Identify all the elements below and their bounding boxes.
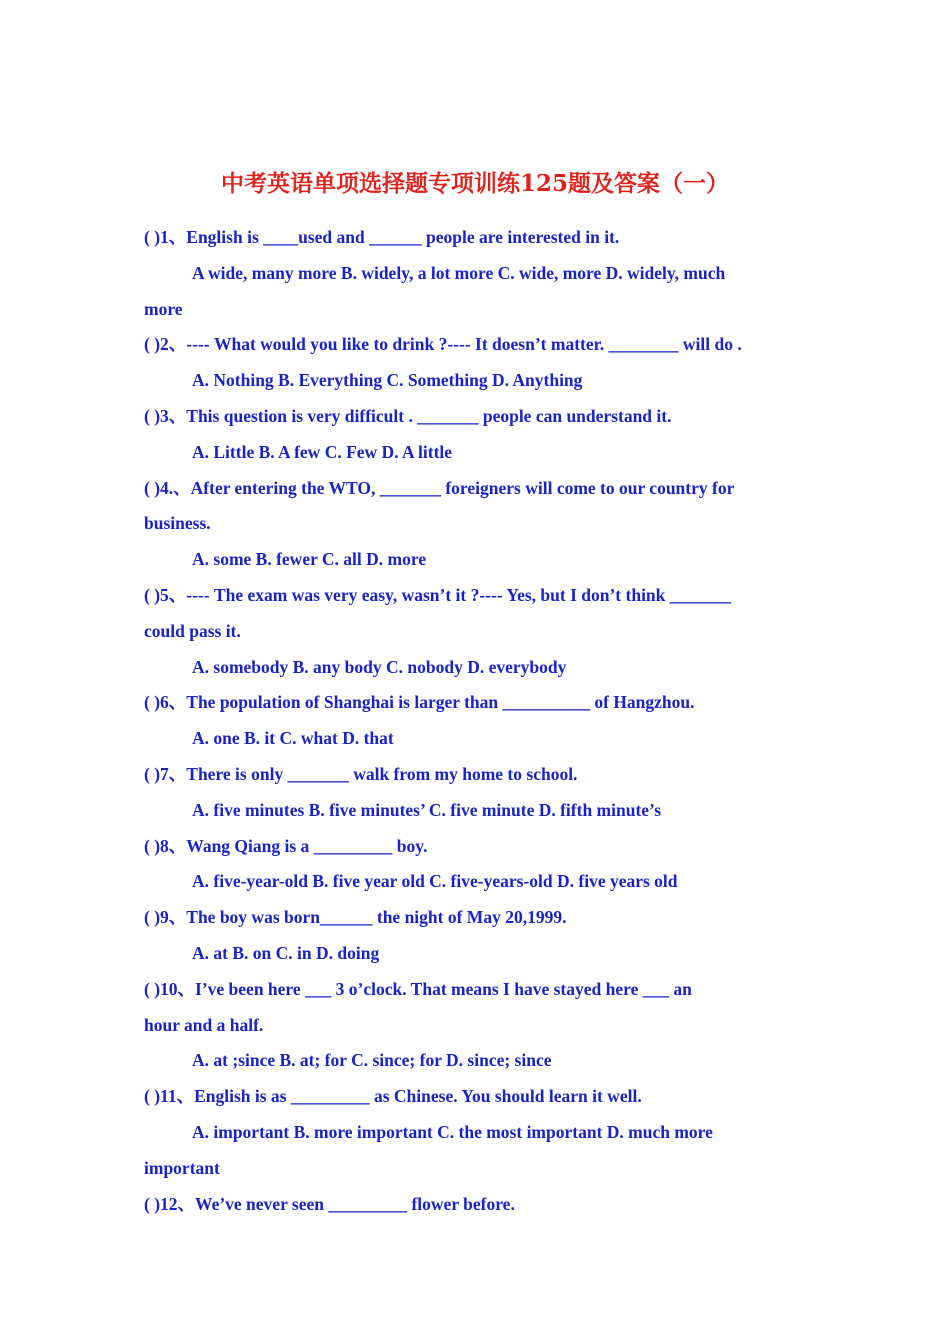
question-4-options: A. some B. fewer C. all D. more <box>192 549 427 570</box>
question-5-continued: could pass it. <box>144 620 241 641</box>
question-6-options: A. one B. it C. what D. that <box>192 728 394 749</box>
question-6: ( )6、The population of Shanghai is larger than __________ of Hangzhou. <box>144 692 695 713</box>
question-5-options: A. somebody B. any body C. nobody D. everybody <box>192 656 567 677</box>
question-4: ( )4.、After entering the WTO, _______ foreigners will come to our country for <box>144 477 735 498</box>
question-11: ( )11、English is as _________ as Chinese. You should learn it well. <box>144 1086 642 1107</box>
question-12: ( )12、We’ve never seen _________ flower before. <box>144 1193 515 1214</box>
question-1-options-continued: more <box>144 298 183 319</box>
question-4-continued: business. <box>144 513 211 534</box>
question-7-options: A. five minutes B. five minutes’ C. five minute D. fifth minute’s <box>192 799 662 820</box>
question-8: ( )8、Wang Qiang is a _________ boy. <box>144 835 428 856</box>
question-3: ( )3、This question is very difficult . _______ people can understand it. <box>144 405 672 426</box>
question-2: ( )2、---- What would you like to drink ?---- It doesn’t matter. ________ will do . <box>144 334 742 355</box>
question-8-options: A. five-year-old B. five year old C. five-years-old D. five years old <box>192 871 678 892</box>
document-title: 中考英语单项选择题专项训练125题及答案（一） <box>220 170 729 197</box>
question-10: ( )10、I’ve been here ___ 3 o’clock. That means I have stayed here ___ an <box>144 978 692 999</box>
question-10-continued: hour and a half. <box>144 1014 264 1035</box>
question-5: ( )5、---- The exam was very easy, wasn’t it ?---- Yes, but I don’t think _______ <box>144 584 732 605</box>
question-1: ( )1、English is ____used and ______ people are interested in it. <box>144 227 620 247</box>
question-2-options: A. Nothing B. Everything C. Something D. Anything <box>192 370 583 391</box>
question-9-options: A. at B. on C. in D. doing <box>192 942 380 963</box>
question-1-options: A wide, many more B. widely, a lot more C. wide, more D. widely, much <box>192 262 726 283</box>
question-11-options-continued: important <box>144 1157 220 1178</box>
question-9: ( )9、The boy was born______ the night of May 20,1999. <box>144 907 567 928</box>
question-11-options: A. important B. more important C. the most important D. much more <box>192 1121 713 1142</box>
question-7: ( )7、There is only _______ walk from my home to school. <box>144 763 578 784</box>
question-3-options: A. Little B. A few C. Few D. A little <box>192 441 453 462</box>
question-list <box>144 222 810 1224</box>
question-10-options: A. at ;since B. at; for C. since; for D. since; since <box>192 1050 552 1071</box>
